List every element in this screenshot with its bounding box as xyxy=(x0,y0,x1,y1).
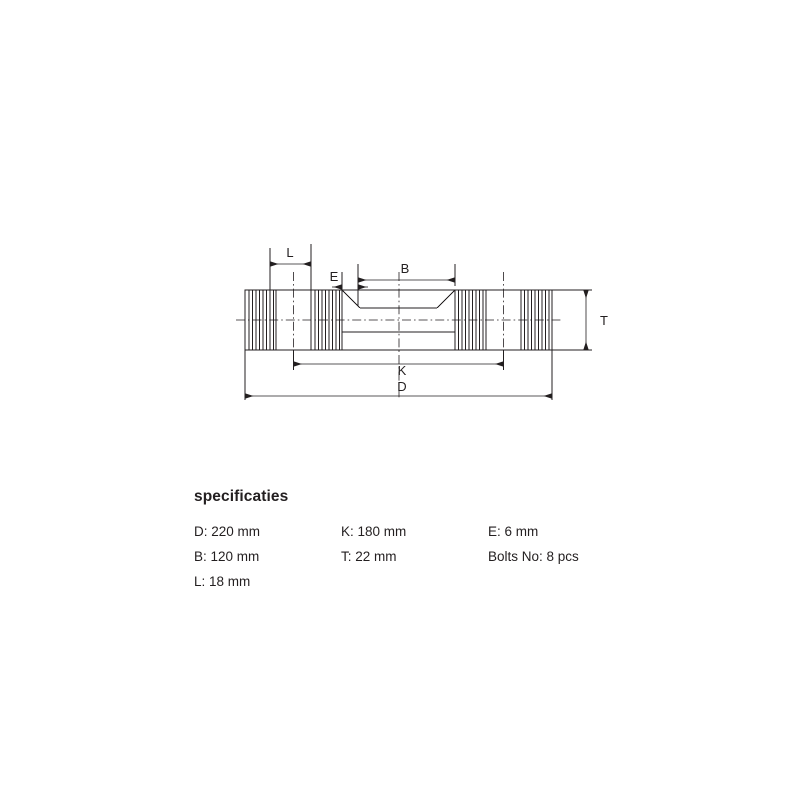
spec-item-b: B: 120 mm xyxy=(194,549,260,565)
dimension-label-B: B xyxy=(400,261,410,276)
bore-chamfer-left xyxy=(342,290,360,308)
spec-item-k: K: 180 mm xyxy=(341,524,407,539)
extension-lines xyxy=(245,244,592,400)
spec-item-e: E: 6 mm xyxy=(488,524,539,539)
dimension-label-L: L xyxy=(286,245,294,260)
dimension-label-T: T xyxy=(600,313,608,328)
specifications-grid xyxy=(194,523,714,592)
bore-chamfer-right xyxy=(437,290,455,308)
dimension-label-E: E xyxy=(329,269,339,284)
specifications-title: specificaties xyxy=(194,488,289,505)
dimension-label-K: K xyxy=(397,363,407,378)
spec-item-t: T: 22 mm xyxy=(341,549,397,565)
spec-item-l: L: 18 mm xyxy=(194,574,251,590)
spec-item-d: D: 220 mm xyxy=(194,524,261,539)
dimension-label-D: D xyxy=(397,379,407,394)
dimension-labels xyxy=(286,245,608,394)
specifications-section xyxy=(194,488,714,592)
spec-item-bolts-no: Bolts No: 8 pcs xyxy=(488,549,579,565)
